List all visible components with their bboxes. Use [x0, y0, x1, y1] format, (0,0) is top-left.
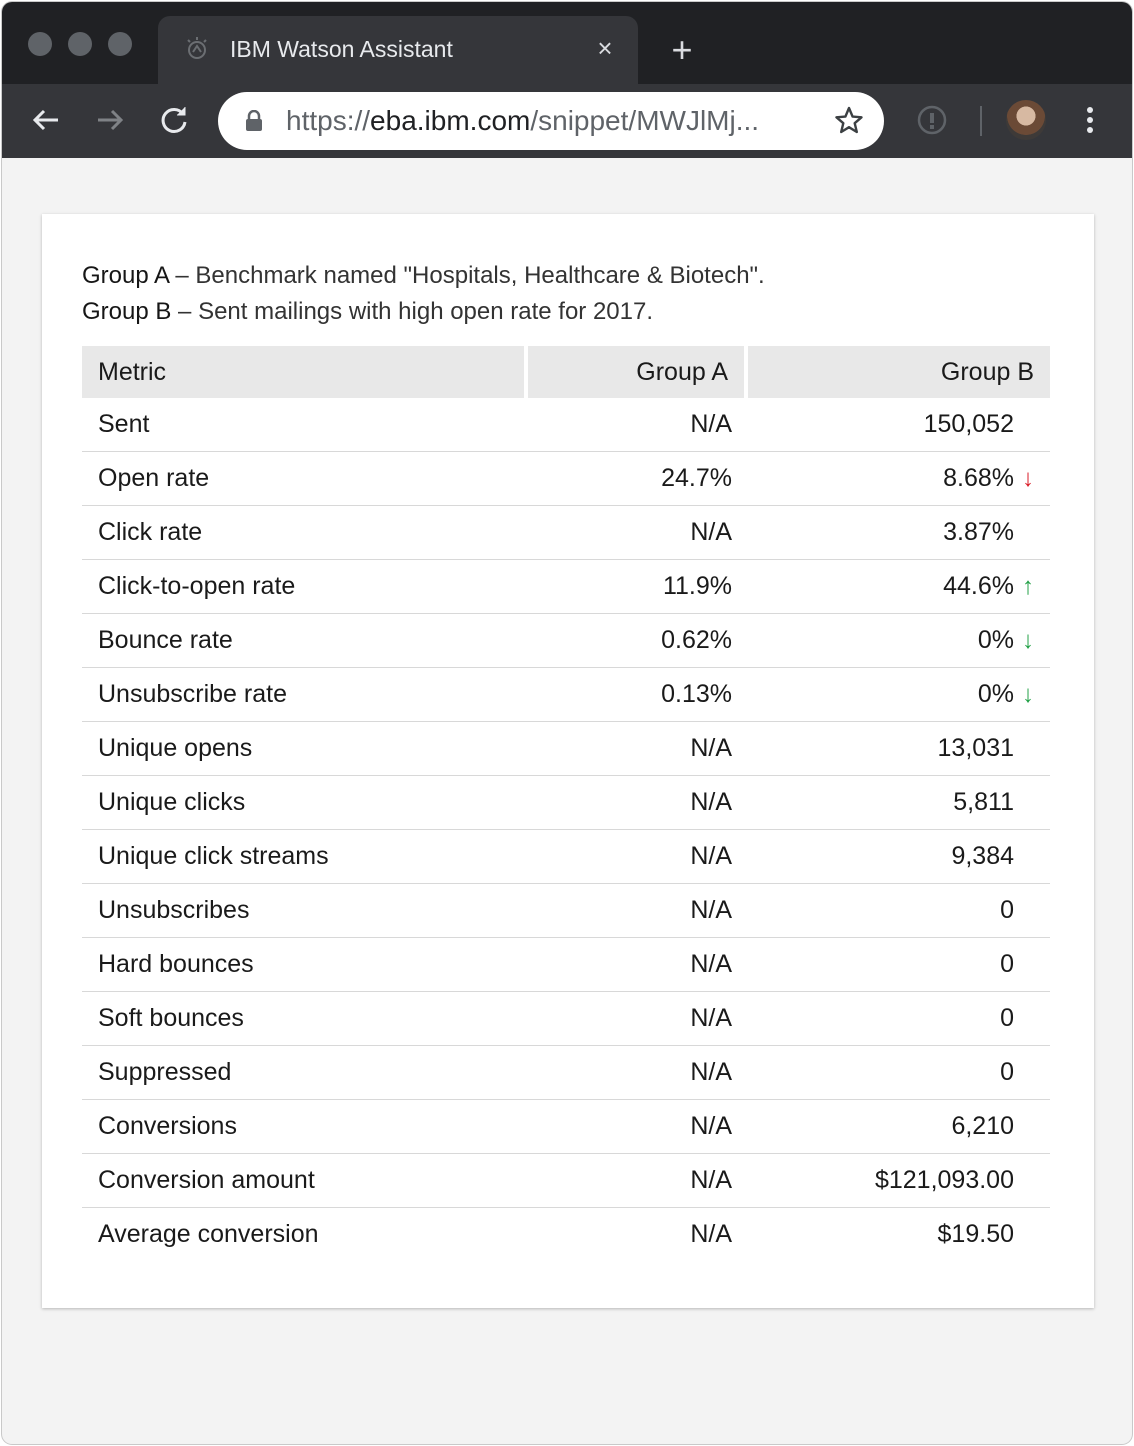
- header-metric: Metric: [82, 346, 528, 398]
- table-row: [82, 506, 1050, 560]
- browser-toolbar: [2, 84, 1132, 158]
- group-a-value: N/A: [690, 1220, 732, 1248]
- close-window-button[interactable]: [28, 32, 52, 56]
- table-row: [82, 668, 1050, 722]
- group-b-cell: [748, 560, 1050, 614]
- metric-name: Suppressed: [82, 1046, 528, 1100]
- group-a-value: 0.62%: [528, 614, 748, 668]
- group-b-value: 13,031: [937, 734, 1014, 762]
- group-b-cell: [748, 614, 1050, 668]
- url-scheme: https://: [286, 105, 371, 136]
- lock-icon: [244, 110, 264, 132]
- group-b-cell: [748, 884, 1050, 938]
- metric-name: Sent: [82, 398, 528, 452]
- group-b-value: 0%: [977, 626, 1014, 654]
- forward-icon[interactable]: [88, 98, 132, 142]
- table-row: [82, 1154, 1050, 1208]
- toolbar-divider: [980, 106, 982, 136]
- group-b-cell: [748, 938, 1050, 992]
- group-b-value: 0%: [977, 680, 1014, 708]
- metric-name: Open rate: [82, 452, 528, 506]
- back-icon[interactable]: [24, 98, 68, 142]
- group-a-text: – Benchmark named "Hospitals, Healthcare & Biotech".: [168, 262, 765, 289]
- group-b-value: 0: [1000, 1058, 1014, 1086]
- metric-name: Unique opens: [82, 722, 528, 776]
- tab-ibm-watson-assistant[interactable]: [158, 16, 638, 86]
- group-a-value: N/A: [528, 398, 748, 452]
- table-row: [82, 776, 1050, 830]
- group-b-cell: [748, 1100, 1050, 1154]
- group-b-cell: [748, 830, 1050, 884]
- table-row: [82, 452, 1050, 506]
- table-row: [82, 830, 1050, 884]
- metric-name: Soft bounces: [82, 992, 528, 1046]
- group-a-value: N/A: [528, 992, 748, 1046]
- table-row: [82, 992, 1050, 1046]
- group-b-cell: [748, 668, 1050, 722]
- tab-strip: [2, 2, 1132, 84]
- menu-icon[interactable]: [1068, 98, 1112, 142]
- group-b-cell: [748, 992, 1050, 1046]
- group-b-text: – Sent mailings with high open rate for 2017.: [171, 298, 654, 325]
- group-b-value: 0: [1000, 896, 1014, 924]
- group-a-value: N/A: [528, 1154, 748, 1208]
- url-host: eba.ibm.com: [370, 105, 531, 136]
- group-b-value: 3.87%: [943, 518, 1014, 546]
- tab-title: IBM Watson Assistant: [230, 36, 453, 62]
- header-group-a: Group A: [528, 346, 748, 398]
- group-a-value: 24.7%: [528, 452, 748, 506]
- metric-name: Click rate: [82, 506, 528, 560]
- table-row: [82, 938, 1050, 992]
- arrow-down-icon: ↓: [1022, 681, 1034, 708]
- group-a-value: N/A: [528, 1100, 748, 1154]
- group-b-cell: [748, 776, 1050, 830]
- maximize-window-button[interactable]: [108, 32, 132, 56]
- metric-name: Click-to-open rate: [82, 560, 528, 614]
- group-b-cell: [748, 1046, 1050, 1100]
- table-row: [82, 398, 1050, 452]
- group-a-value: N/A: [528, 776, 748, 830]
- reload-icon[interactable]: [152, 98, 196, 142]
- results-card: [42, 214, 1094, 1308]
- table-row: [82, 884, 1050, 938]
- group-b-description: [82, 294, 765, 330]
- avatar[interactable]: [1006, 100, 1046, 140]
- table-header-row: [82, 346, 1050, 398]
- metric-name: Unsubscribes: [82, 884, 528, 938]
- group-descriptions: [82, 258, 765, 330]
- group-a-label: Group A: [82, 262, 169, 289]
- new-tab-button[interactable]: +: [671, 29, 693, 70]
- group-a-value: 0.13%: [528, 668, 748, 722]
- arrow-down-icon: ↓: [1022, 627, 1034, 654]
- metric-name: Unsubscribe rate: [82, 668, 528, 722]
- metrics-table: [82, 346, 1050, 1261]
- watson-favicon-icon: [184, 36, 210, 62]
- extension-icon[interactable]: [910, 98, 954, 142]
- star-icon[interactable]: [832, 104, 866, 138]
- group-a-value: N/A: [528, 1046, 748, 1100]
- table-row: [82, 1208, 1050, 1261]
- group-a-value: N/A: [528, 830, 748, 884]
- metric-name: Bounce rate: [82, 614, 528, 668]
- group-b-cell: [748, 1208, 1050, 1261]
- table-row: [82, 614, 1050, 668]
- url-text: [286, 105, 759, 137]
- group-b-cell: [748, 398, 1050, 452]
- group-a-value: 11.9%: [528, 560, 748, 614]
- group-a-value: N/A: [528, 938, 748, 992]
- address-bar[interactable]: [218, 92, 884, 150]
- tab-close-icon[interactable]: ×: [597, 33, 613, 63]
- group-b-value: 44.6%: [943, 572, 1014, 600]
- group-b-cell: [748, 722, 1050, 776]
- group-b-cell: [748, 506, 1050, 560]
- browser-window: [2, 2, 1132, 1444]
- metric-name: Conversion amount: [82, 1154, 528, 1208]
- group-b-cell: [748, 1154, 1050, 1208]
- group-b-value: 150,052: [923, 410, 1014, 438]
- group-a-value: N/A: [528, 722, 748, 776]
- metric-name: Unique click streams: [82, 830, 528, 884]
- metric-name: Hard bounces: [82, 938, 528, 992]
- arrow-down-icon: ↓: [1022, 465, 1034, 492]
- table-row: [82, 1100, 1050, 1154]
- table-row: [82, 722, 1050, 776]
- group-b-value: $19.50: [937, 1220, 1014, 1248]
- metric-name: Average conversion: [98, 1220, 319, 1248]
- metric-name: Unique clicks: [82, 776, 528, 830]
- group-b-value: $121,093.00: [874, 1166, 1014, 1194]
- group-b-value: 6,210: [951, 1112, 1014, 1140]
- group-b-cell: [748, 452, 1050, 506]
- metric-name: Conversions: [82, 1100, 528, 1154]
- table-row: [82, 1046, 1050, 1100]
- group-a-value: N/A: [528, 884, 748, 938]
- table-row: [82, 560, 1050, 614]
- group-a-value: N/A: [528, 506, 748, 560]
- group-b-value: 9,384: [951, 842, 1014, 870]
- group-a-description: [82, 258, 765, 294]
- group-b-value: 0: [1000, 1004, 1014, 1032]
- group-b-label: Group B: [82, 298, 172, 325]
- minimize-window-button[interactable]: [68, 32, 92, 56]
- group-b-value: 5,811: [953, 788, 1014, 816]
- url-path: /snippet/MWJlMj...: [530, 105, 760, 136]
- group-b-value: 8.68%: [943, 464, 1014, 492]
- group-b-value: 0: [1000, 950, 1014, 978]
- arrow-up-icon: ↑: [1022, 573, 1034, 600]
- header-group-b: Group B: [748, 346, 1050, 398]
